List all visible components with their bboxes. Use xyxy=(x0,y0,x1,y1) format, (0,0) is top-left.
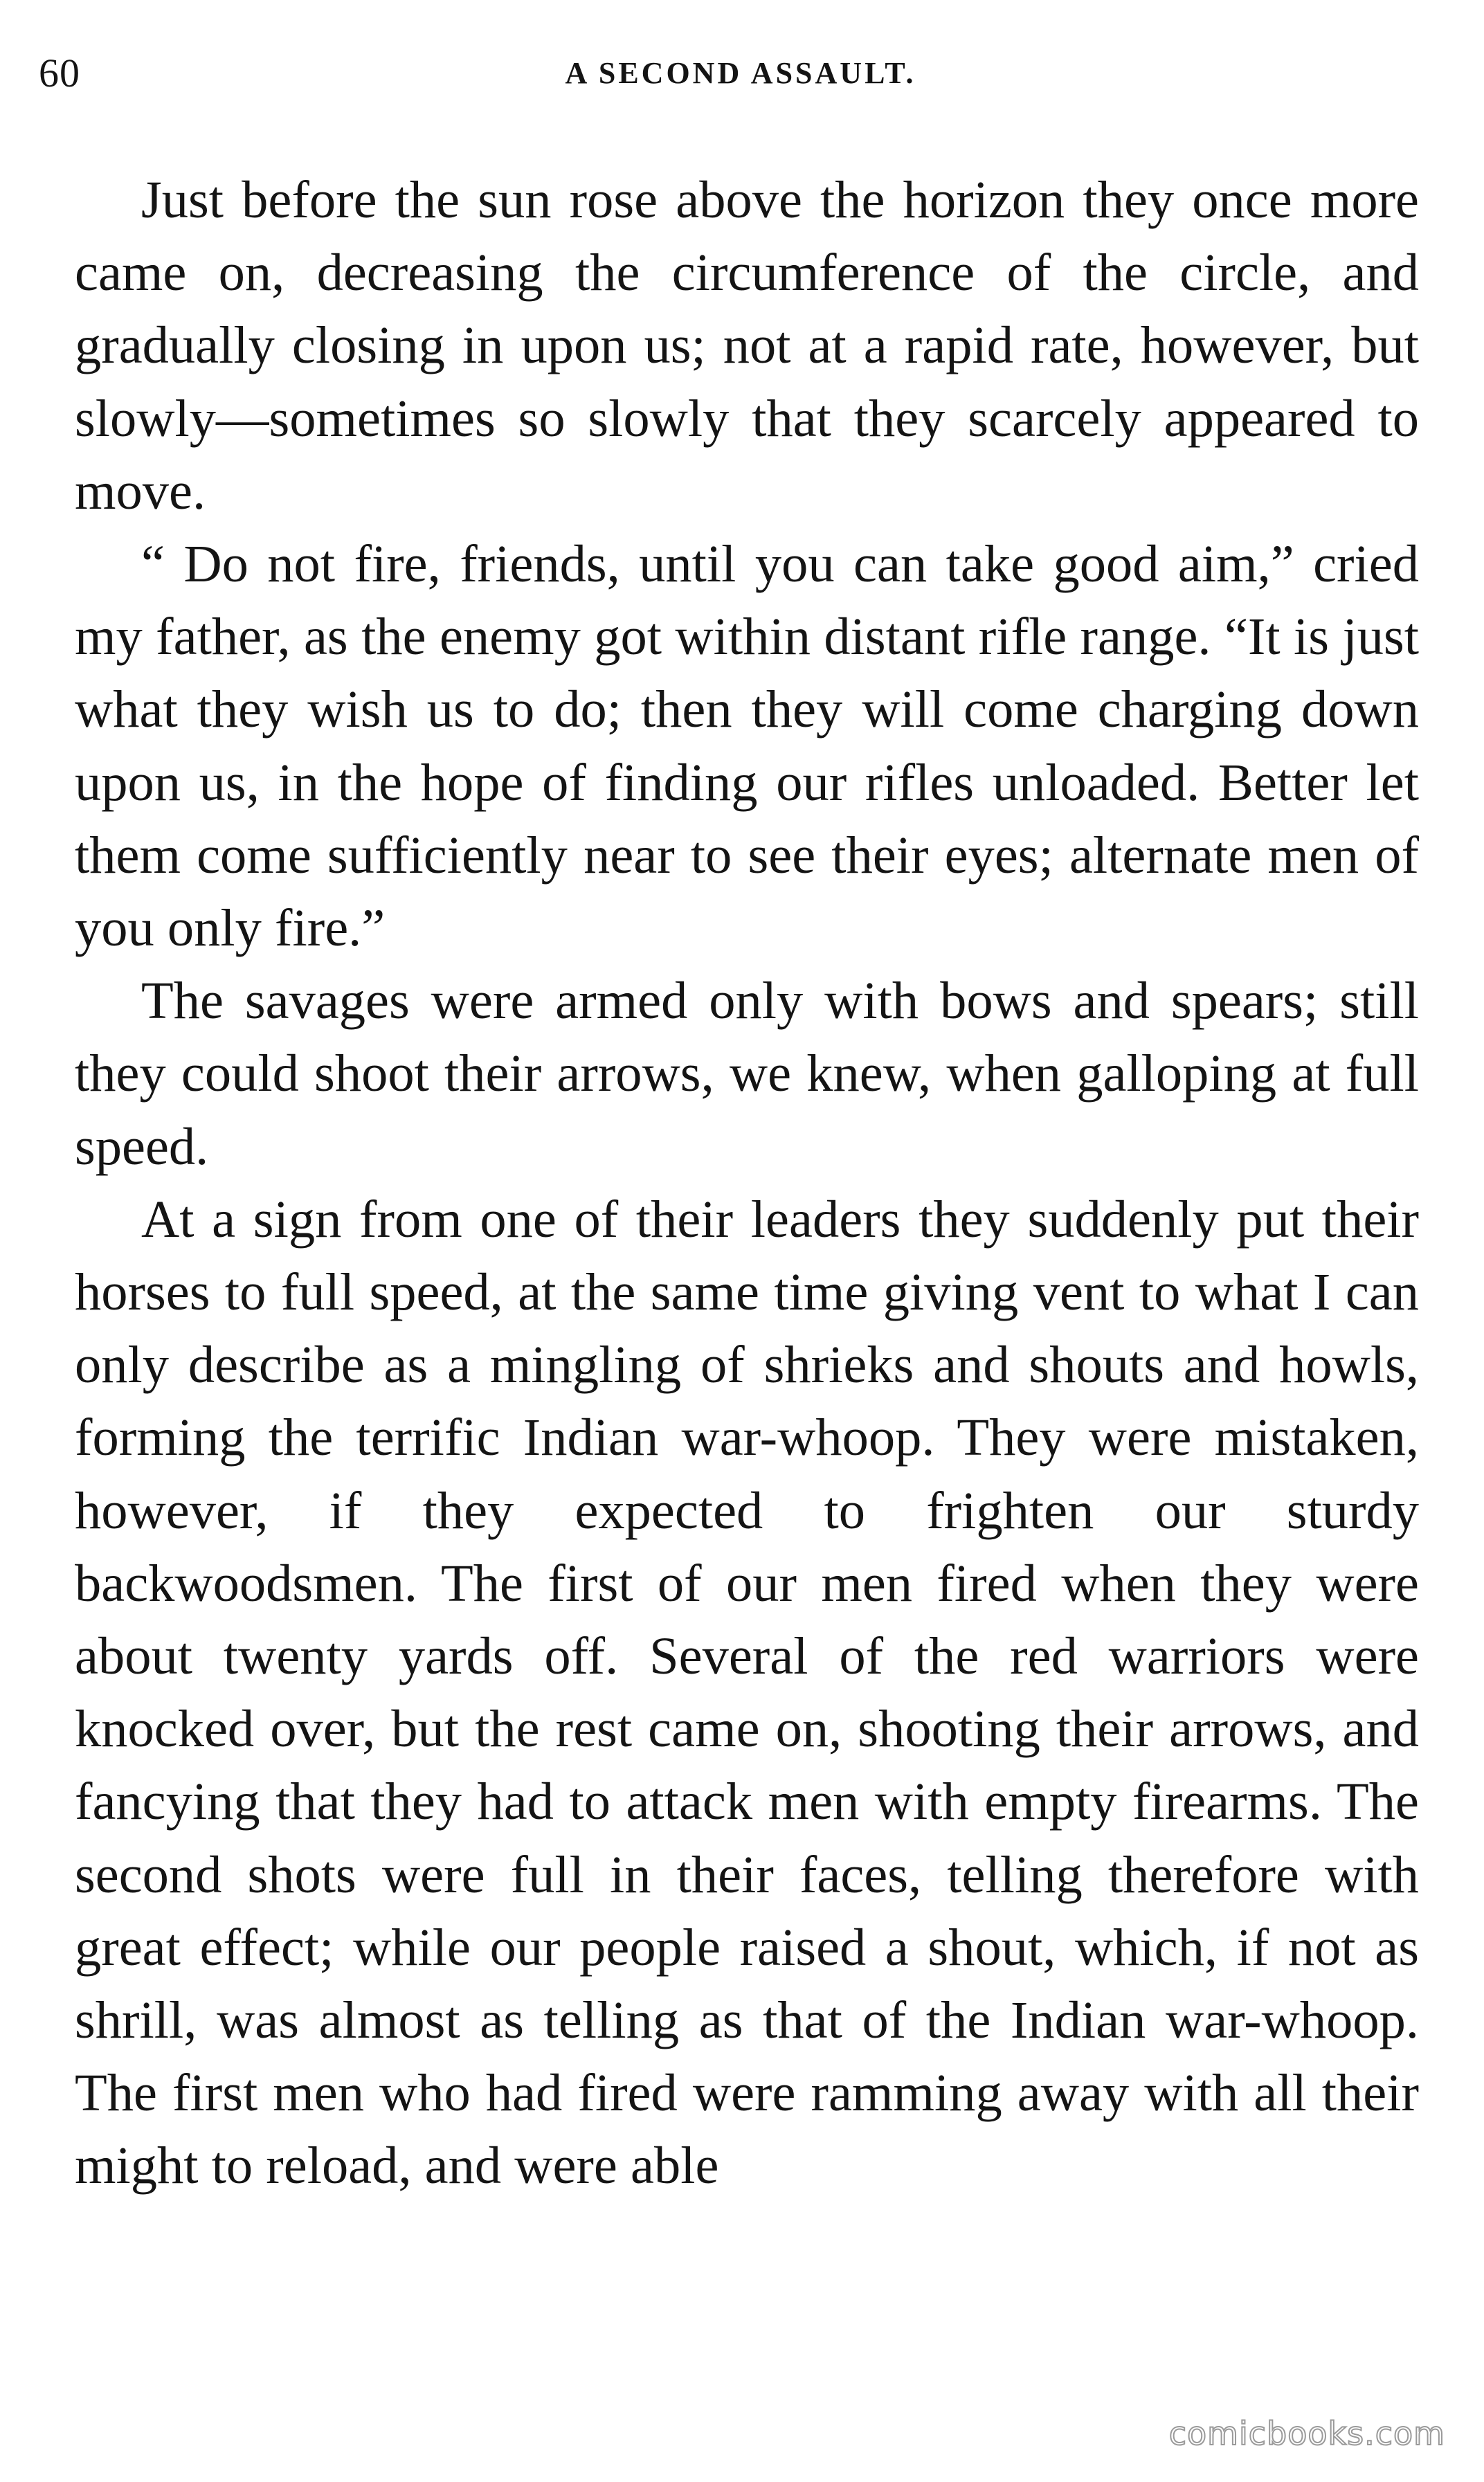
body-text xyxy=(75,163,1419,2202)
paragraph: “ Do not fire, friends, until you can take good aim,” cried my father, as the enemy got within distant rifle range. “It is just what they wish us to do; then they will come charging down upon us, in the hope of finding our rifles unloaded. Better let them come sufficiently near to see their eyes; alternate men of you only fire.” xyxy=(75,534,1419,958)
running-head xyxy=(39,46,1442,101)
paragraph: Just before the sun rose above the horizon they once more came on, decreasing the circumference of the circle, and gradually closing in upon us; not at a rapid rate, however, but slowly—sometimes so slowly that they scarcely appeared to move. xyxy=(75,170,1419,520)
watermark: comicbooks.com xyxy=(1168,2415,1445,2452)
paragraph: At a sign from one of their leaders they suddenly put their horses to full speed, at the same time giving vent to what I can only describe as a mingling of shrieks and shouts and howls, forming the terrific Indian war-whoop. They were mistaken, however, if they expected to frighten our sturdy backwoodsmen. The first of our men fired when they were about twenty yards off. Several of the red warriors were knocked over, but the rest came on, shooting their arrows, and fancying that they had to attack men with empty firearms. The second shots were full in their faces, telling therefore with great effect; while our people raised a shout, which, if not as shrill, was almost as telling as that of the Indian war-whoop. The first men who had fired were ramming away with all their might to reload, and were able xyxy=(75,1189,1419,2195)
paragraph: The savages were armed only with bows and spears; still they could shoot their arrows, we knew, when galloping at full speed. xyxy=(75,971,1419,1176)
chapter-running-title: A SECOND ASSAULT. xyxy=(565,56,916,90)
page-number: 60 xyxy=(39,51,80,96)
